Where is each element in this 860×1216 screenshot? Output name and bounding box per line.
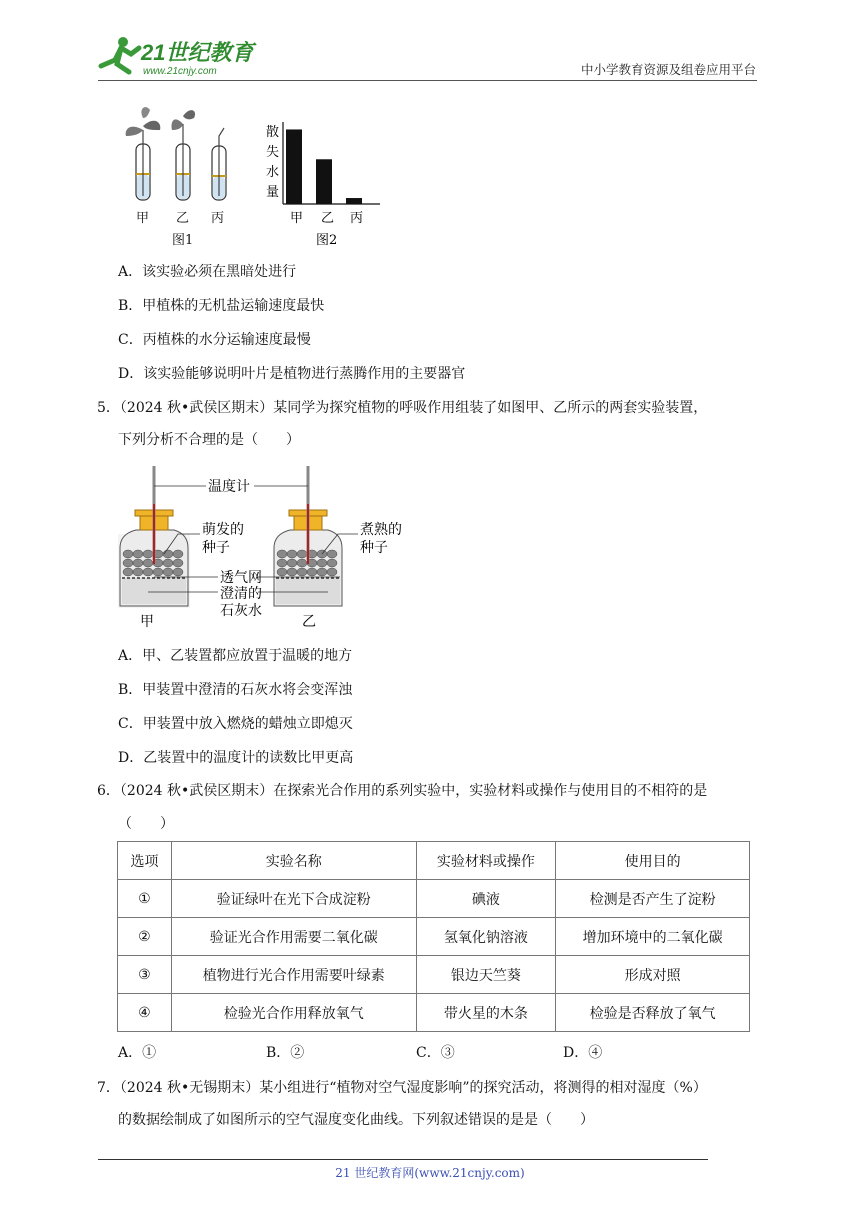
table-row bbox=[118, 956, 750, 994]
apparatus-jia bbox=[118, 466, 190, 608]
footer-link[interactable]: 21 世纪教育网(www.21cnjy.com) bbox=[335, 1166, 525, 1180]
q6-stem-line1: 6．（2024 秋•武侯区期末）在探索光合作用的系列实验中，实验材料或操作与使用目的不相符的是 bbox=[97, 783, 708, 799]
chart-xlabel-bing: 丙 bbox=[350, 211, 364, 226]
q4-figure bbox=[118, 100, 388, 248]
leaf-icon bbox=[126, 127, 143, 136]
table-cell: 银边天竺葵 bbox=[416, 956, 556, 994]
leaf-icon bbox=[183, 110, 195, 119]
apparatus-yi bbox=[274, 466, 342, 606]
thermometer-label: 温度计 bbox=[208, 479, 250, 495]
table-row bbox=[118, 994, 750, 1032]
tube-label-yi: 乙 bbox=[176, 211, 190, 226]
apparatus-label-jia: 甲 bbox=[140, 614, 154, 630]
q7-stem-line1: 7．（2024 秋•无锡期末）某小组进行“植物对空气湿度影响”的探究活动，将测得的相对湿度（%） bbox=[97, 1080, 707, 1096]
chart-bar-2 bbox=[346, 198, 362, 204]
table-cell: 验证绿叶在光下合成淀粉 bbox=[171, 880, 416, 918]
q4-option-a[interactable]: A．该实验必须在黑暗处进行 bbox=[118, 264, 297, 280]
tube-label-bing: 丙 bbox=[211, 211, 225, 226]
table-cell: 碘液 bbox=[416, 880, 556, 918]
table-cell: 检验是否释放了氧气 bbox=[556, 994, 750, 1032]
table-header-row bbox=[118, 842, 750, 880]
table-cell: 验证光合作用需要二氧化碳 bbox=[171, 918, 416, 956]
header-divider bbox=[98, 80, 757, 81]
chart-ylabel-char: 量 bbox=[266, 185, 280, 200]
table-cell: 检验光合作用释放氧气 bbox=[171, 994, 416, 1032]
q5-option-d[interactable]: D．乙装置中的温度计的读数比甲更高 bbox=[118, 750, 354, 766]
chart-ylabel-char: 散 bbox=[266, 125, 280, 140]
table-cell: ④ bbox=[118, 994, 172, 1032]
tube-bing bbox=[212, 128, 226, 200]
boiled-seed-label-1: 煮熟的 bbox=[360, 522, 402, 538]
logo-url: www.21cnjy.com bbox=[143, 66, 217, 77]
table-header-cell: 实验名称 bbox=[171, 842, 416, 880]
chart-ylabel-char: 水 bbox=[266, 165, 280, 180]
q5-option-c[interactable]: C．甲装置中放入燃烧的蜡烛立即熄灭 bbox=[118, 716, 353, 732]
limewater-label-1: 澄清的 bbox=[220, 586, 262, 602]
q5-stem-line2: 下列分析不合理的是（ ） bbox=[118, 432, 300, 448]
q5-stem-line1: 5．（2024 秋•武侯区期末）某同学为探究植物的呼吸作用组装了如图甲、乙所示的两套实验装置， bbox=[97, 400, 708, 416]
tube-jia bbox=[126, 107, 161, 200]
q6-table bbox=[117, 841, 750, 1032]
footer-divider bbox=[98, 1159, 708, 1160]
chart-xlabel-yi: 乙 bbox=[321, 211, 335, 226]
leaf-icon bbox=[171, 119, 183, 130]
table-cell: 增加环境中的二氧化碳 bbox=[556, 918, 750, 956]
table-row bbox=[118, 880, 750, 918]
tube-yi bbox=[171, 110, 195, 200]
boiled-seed-label-2: 种子 bbox=[360, 540, 388, 556]
q4-option-c[interactable]: C．丙植株的水分运输速度最慢 bbox=[118, 332, 311, 348]
q7-stem-line2: 的数据绘制成了如图所示的空气湿度变化曲线。下列叙述错误的是是（ ） bbox=[118, 1112, 594, 1128]
chart-xlabel-jia: 甲 bbox=[290, 211, 304, 226]
site-logo[interactable] bbox=[95, 34, 265, 78]
q6-choice-c[interactable]: C．③ bbox=[416, 1045, 455, 1061]
q4-option-b[interactable]: B．甲植株的无机盐运输速度最快 bbox=[118, 298, 325, 314]
germinating-seed-label-2: 种子 bbox=[202, 540, 230, 556]
table-cell: ③ bbox=[118, 956, 172, 994]
table-header-cell: 使用目的 bbox=[556, 842, 750, 880]
q5-option-b[interactable]: B．甲装置中澄清的石灰水将会变浑浊 bbox=[118, 682, 353, 698]
header-platform-text: 中小学教育资源及组卷应用平台 bbox=[580, 62, 756, 77]
table-row bbox=[118, 918, 750, 956]
table-header-cell: 选项 bbox=[118, 842, 172, 880]
mesh-label: 透气网 bbox=[220, 570, 262, 586]
chart-bar-0 bbox=[286, 129, 302, 204]
table-cell: ② bbox=[118, 918, 172, 956]
leaf-icon bbox=[143, 121, 160, 130]
chart-bar-1 bbox=[316, 159, 332, 204]
fig2-chart bbox=[266, 122, 380, 248]
chart-ylabel-char: 失 bbox=[266, 145, 280, 160]
fig2-caption: 图2 bbox=[316, 233, 338, 248]
leaf-icon bbox=[141, 107, 150, 118]
q6-choice-a[interactable]: A．① bbox=[118, 1045, 157, 1061]
tube-label-jia: 甲 bbox=[136, 211, 150, 226]
q6-choice-b[interactable]: B．② bbox=[266, 1045, 305, 1061]
q6-choice-d[interactable]: D．④ bbox=[563, 1045, 603, 1061]
q4-option-d[interactable]: D．该实验能够说明叶片是植物进行蒸腾作用的主要器官 bbox=[118, 366, 466, 382]
table-cell: 形成对照 bbox=[556, 956, 750, 994]
q6-stem-line2: （ ） bbox=[118, 816, 174, 832]
table-cell: 带火星的木条 bbox=[416, 994, 556, 1032]
logo-text: 21世纪教育 bbox=[141, 40, 254, 65]
q5-figure bbox=[118, 464, 418, 632]
runner-icon bbox=[101, 37, 139, 72]
germinating-seed-label-1: 萌发的 bbox=[202, 522, 244, 538]
table-cell: 氢氧化钠溶液 bbox=[416, 918, 556, 956]
table-cell: 植物进行光合作用需要叶绿素 bbox=[171, 956, 416, 994]
table-header-cell: 实验材料或操作 bbox=[416, 842, 556, 880]
table-cell: ① bbox=[118, 880, 172, 918]
apparatus-label-yi: 乙 bbox=[302, 614, 316, 630]
q5-option-a[interactable]: A．甲、乙装置都应放置于温暖的地方 bbox=[118, 648, 353, 664]
limewater-label-2: 石灰水 bbox=[220, 603, 262, 619]
fig1-caption: 图1 bbox=[172, 233, 194, 248]
table-cell: 检测是否产生了淀粉 bbox=[556, 880, 750, 918]
